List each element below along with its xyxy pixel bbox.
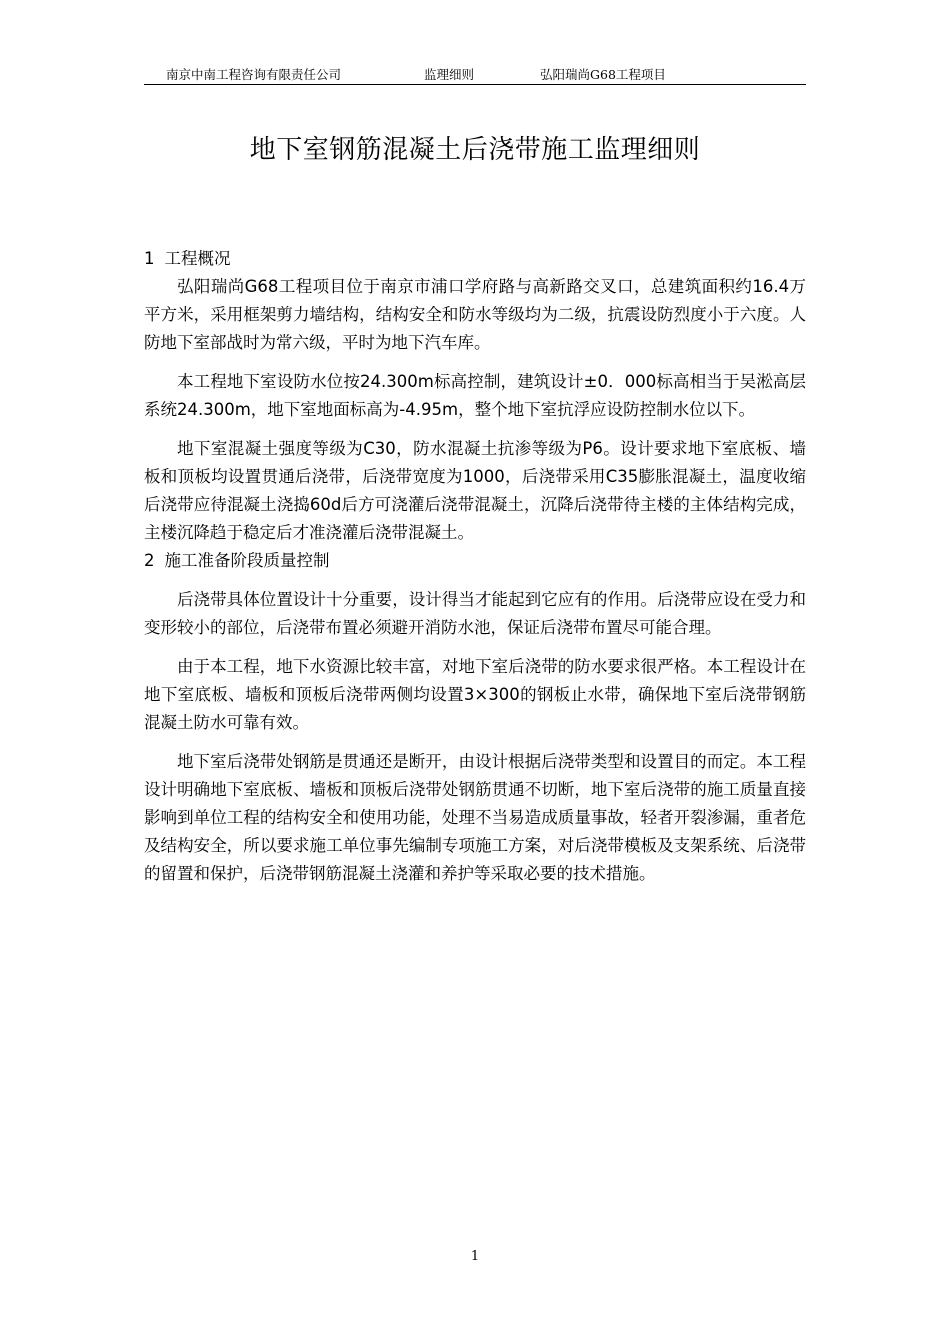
document-body xyxy=(144,245,806,888)
section-heading-2 xyxy=(144,547,806,575)
paragraph: 地下室后浇带处钢筋是贯通还是断开，由设计根据后浇带类型和设置目的而定。本工程设计明确地下室底板、墙板和顶板后浇带处钢筋贯通不切断，地下室后浇带的施工质量直接影响到单位工程的结构安全和使用功能，处理不当易造成质量事故，轻者开裂渗漏，重者危及结构安全，所以要求施工单位事先编制专项施工方案，对后浇带模板及支架系统、后浇带的留置和保护，后浇带钢筋混凝土浇灌和养护等采取必要的技术措施。 xyxy=(144,752,806,883)
paragraph: 后浇带具体位置设计十分重要，设计得当才能起到它应有的作用。后浇带应设在受力和变形较小的部位，后浇带布置必须避开消防水池，保证后浇带布置尽可能合理。 xyxy=(144,590,806,637)
paragraph: 由于本工程，地下水资源比较丰富，对地下室后浇带的防水要求很严格。本工程设计在地下室底板、墙板和顶板后浇带两侧均设置3×300的钢板止水带，确保地下室后浇带钢筋混凝土防水可靠有效。 xyxy=(144,657,806,732)
header-doc-type: 监理细则 xyxy=(424,67,475,82)
page-number: 1 xyxy=(470,1249,480,1264)
section-heading-1 xyxy=(144,245,806,273)
document-title: 地下室钢筋混凝土后浇带施工监理细则 xyxy=(249,135,701,165)
paragraph: 弘阳瑞尚G68工程项目位于南京市浦口学府路与高新路交叉口，总建筑面积约16.4万平方米，采用框架剪力墙结构，结构安全和防水等级均为二级，抗震设防烈度小于六度。人防地下室部战时为常六级，平时为地下汽车库。 xyxy=(144,277,806,352)
section-title: 施工准备阶段质量控制 xyxy=(164,551,330,570)
page-header xyxy=(144,66,806,85)
section-number: 1 xyxy=(144,249,155,268)
paragraph: 地下室混凝土强度等级为C30，防水混凝土抗渗等级为P6。设计要求地下室底板、墙板和顶板均设置贯通后浇带，后浇带宽度为1000，后浇带采用C35膨胀混凝土，温度收缩后浇带应待混凝土浇捣60d后方可浇灌后浇带混凝土，沉降后浇带待主楼的主体结构完成，主楼沉降趋于稳定后才准浇灌后浇带混凝土。 xyxy=(144,439,806,542)
section-number: 2 xyxy=(144,551,155,570)
header-company: 南京中南工程咨询有限责任公司 xyxy=(166,67,342,82)
paragraph: 本工程地下室设防水位按24.300m标高控制，建筑设计±0．000标高相当于吴淞高层系统24.300m，地下室地面标高为-4.95m，整个地下室抗浮应设防控制水位以下。 xyxy=(144,372,806,419)
section-title: 工程概况 xyxy=(164,249,231,268)
header-project: 弘阳瑞尚G68工程项目 xyxy=(540,67,666,82)
